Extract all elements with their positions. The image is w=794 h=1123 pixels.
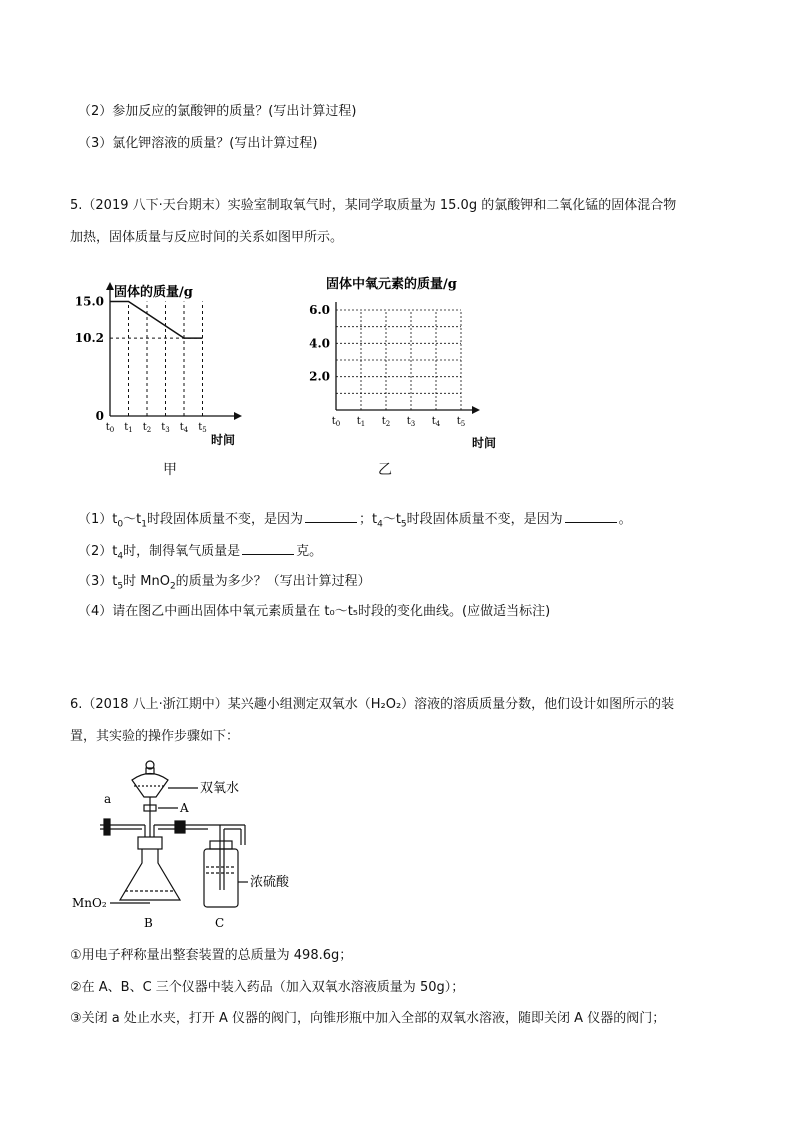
answer-blank-2[interactable] xyxy=(565,508,617,523)
label-A: A xyxy=(180,801,189,815)
series-line xyxy=(110,301,203,338)
x-tick-label: $t_5$ xyxy=(198,422,207,434)
chart-yi xyxy=(300,270,520,450)
x-tick-label: $t_4$ xyxy=(179,422,189,434)
x-axis-label: 时间 xyxy=(472,436,497,450)
x-tick-label: $t_2$ xyxy=(381,416,391,428)
x-axis-arrow xyxy=(472,406,480,414)
q5-part1: $(1)t_0\sim t_1$时段固体质量不变，是因为 ；$t_4\sim t_5$时段固体质量不变，是因为 。 xyxy=(78,508,632,535)
y-axis-label: 固体中氧元素的质量/g xyxy=(326,277,457,292)
q5-stem-line2: 加热，固体质量与反应时间的关系如图甲所示。 xyxy=(70,230,344,245)
label-acid: 浓硫酸 xyxy=(250,875,290,890)
q4-part3: （3）氯化钾溶液的质量？(写出计算过程) xyxy=(78,136,318,151)
x-tick-label: $t_1$ xyxy=(124,422,133,434)
x-tick-label: $t_2$ xyxy=(142,422,152,434)
x-tick-label: $t_5$ xyxy=(456,416,466,428)
label-B: B xyxy=(144,916,153,930)
q5-stem-line1: 5.（2019 八下·天台期末）实验室制取氧气时，某同学取质量为 15.0g 的氯酸钾和二氧化锰的固体混合物 xyxy=(70,198,677,213)
x-axis-arrow xyxy=(234,412,242,420)
q4-part2: （2）参加反应的氯酸钾的质量？(写出计算过程) xyxy=(78,104,357,119)
y-axis-arrow xyxy=(106,282,114,290)
fig-jia-caption: 甲 xyxy=(163,462,177,478)
y-axis-label: 固体的质量/g xyxy=(114,285,193,300)
q5-part2: $(2)t_4$时，制得氧气质量是 克。 xyxy=(78,540,322,567)
y-tick-label: 0 xyxy=(95,409,104,423)
q5-part3: $(3)t_5$时 MnO$_2$的质量为多少？（写出计算过程） xyxy=(78,574,371,592)
label-a: a xyxy=(104,792,112,806)
x-tick-label: $t_4$ xyxy=(431,416,441,428)
x-axis-label: 时间 xyxy=(211,433,236,447)
q6-stem-line1: 6.（2018 八上·浙江期中）某兴趣小组测定双氧水（H₂O₂）溶液的溶质质量分数，他们设计如图所示的装 xyxy=(70,697,675,712)
label-C: C xyxy=(215,916,225,930)
x-tick-label: $t_3$ xyxy=(161,422,170,434)
answer-blank-3[interactable] xyxy=(242,540,294,555)
fig-yi-caption: 乙 xyxy=(378,462,392,478)
y-tick-label: 10.2 xyxy=(74,331,104,346)
x-tick-label: $t_1$ xyxy=(356,416,366,428)
label-h2o2: 双氧水 xyxy=(200,781,240,796)
chart-jia xyxy=(70,270,270,450)
label-mno2: MnO₂ xyxy=(72,896,107,910)
q5-part4: （4）请在图乙中画出固体中氧元素质量在 t₀～t₅时段的变化曲线。(应做适当标注) xyxy=(78,604,551,619)
x-tick-label: $t_0$ xyxy=(105,422,115,434)
apparatus-diagram xyxy=(70,755,330,935)
x-tick-label: $t_0$ xyxy=(331,416,341,428)
y-tick-label: 15.0 xyxy=(74,294,104,309)
y-tick-label: 2.0 xyxy=(309,369,330,384)
y-tick-label: 4.0 xyxy=(309,336,330,351)
q6-step1: ①用电子秤称量出整套装置的总质量为 498.6g； xyxy=(70,948,353,963)
y-tick-label: 6.0 xyxy=(309,303,330,317)
q6-stem-line2: 置，其实验的操作步骤如下： xyxy=(70,729,240,744)
x-tick-label: $t_3$ xyxy=(406,416,416,428)
answer-blank-1[interactable] xyxy=(305,508,357,523)
q6-step2: ②在 A、B、C 三个仪器中装入药品（加入双氧水溶液质量为 50g）； xyxy=(70,980,465,995)
q6-step3: ③关闭 a 处止水夹，打开 A 仪器的阀门，向锥形瓶中加入全部的双氧水溶液，随即关闭 A 仪器的阀门； xyxy=(70,1011,666,1026)
